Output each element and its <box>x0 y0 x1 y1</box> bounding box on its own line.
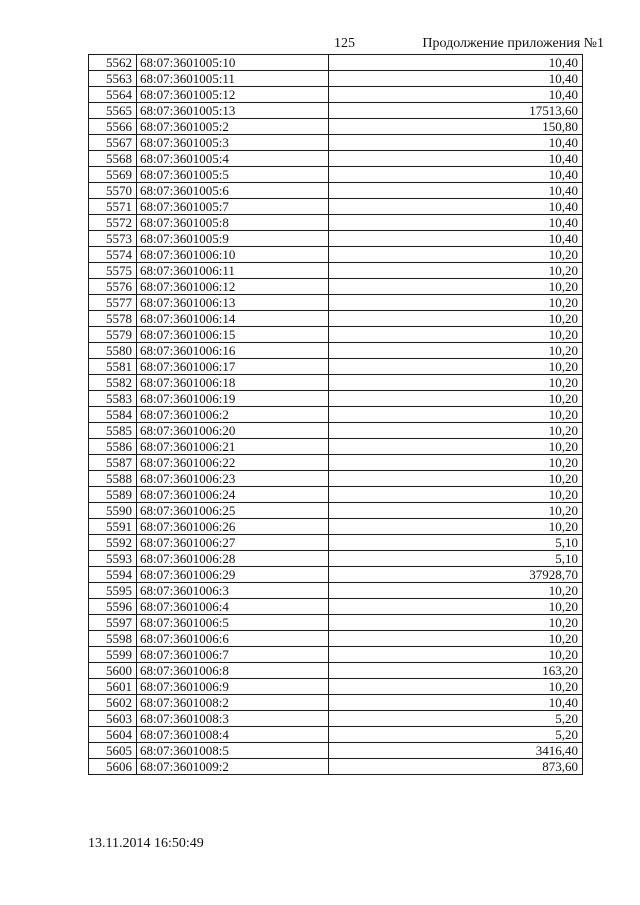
table-row <box>89 311 583 327</box>
table-row <box>89 743 583 759</box>
table-row <box>89 647 583 663</box>
row-number-cell: 5588 <box>89 471 137 487</box>
table-row <box>89 423 583 439</box>
row-number-cell: 5601 <box>89 679 137 695</box>
table-row <box>89 247 583 263</box>
table-row <box>89 439 583 455</box>
row-number-cell: 5564 <box>89 87 137 103</box>
value-cell: 10,20 <box>329 423 583 439</box>
value-cell: 10,20 <box>329 455 583 471</box>
cadastral-number-cell: 68:07:3601005:8 <box>137 215 329 231</box>
table-row <box>89 503 583 519</box>
value-cell: 10,20 <box>329 391 583 407</box>
value-cell: 17513,60 <box>329 103 583 119</box>
registry-table-body <box>89 55 583 775</box>
cadastral-number-cell: 68:07:3601006:5 <box>137 615 329 631</box>
value-cell: 10,20 <box>329 359 583 375</box>
value-cell: 10,40 <box>329 55 583 71</box>
row-number-cell: 5593 <box>89 551 137 567</box>
cadastral-number-cell: 68:07:3601006:21 <box>137 439 329 455</box>
value-cell: 5,20 <box>329 711 583 727</box>
table-row <box>89 231 583 247</box>
row-number-cell: 5584 <box>89 407 137 423</box>
table-row <box>89 359 583 375</box>
table-row <box>89 119 583 135</box>
print-timestamp: 13.11.2014 16:50:49 <box>88 836 204 851</box>
row-number-cell: 5599 <box>89 647 137 663</box>
row-number-cell: 5574 <box>89 247 137 263</box>
row-number-cell: 5598 <box>89 631 137 647</box>
value-cell: 5,10 <box>329 535 583 551</box>
row-number-cell: 5575 <box>89 263 137 279</box>
cadastral-number-cell: 68:07:3601005:12 <box>137 87 329 103</box>
row-number-cell: 5592 <box>89 535 137 551</box>
row-number-cell: 5563 <box>89 71 137 87</box>
value-cell: 873,60 <box>329 759 583 775</box>
cadastral-number-cell: 68:07:3601005:4 <box>137 151 329 167</box>
row-number-cell: 5582 <box>89 375 137 391</box>
table-row <box>89 535 583 551</box>
table-row <box>89 279 583 295</box>
value-cell: 10,40 <box>329 215 583 231</box>
cadastral-number-cell: 68:07:3601006:19 <box>137 391 329 407</box>
cadastral-number-cell: 68:07:3601005:13 <box>137 103 329 119</box>
value-cell: 10,20 <box>329 263 583 279</box>
value-cell: 10,20 <box>329 375 583 391</box>
value-cell: 5,20 <box>329 727 583 743</box>
value-cell: 10,20 <box>329 327 583 343</box>
cadastral-number-cell: 68:07:3601008:5 <box>137 743 329 759</box>
cadastral-number-cell: 68:07:3601006:10 <box>137 247 329 263</box>
table-row <box>89 183 583 199</box>
cadastral-number-cell: 68:07:3601006:27 <box>137 535 329 551</box>
value-cell: 10,40 <box>329 151 583 167</box>
table-row <box>89 87 583 103</box>
value-cell: 10,40 <box>329 183 583 199</box>
value-cell: 10,20 <box>329 615 583 631</box>
cadastral-number-cell: 68:07:3601006:7 <box>137 647 329 663</box>
table-row <box>89 391 583 407</box>
value-cell: 10,20 <box>329 311 583 327</box>
table-row <box>89 583 583 599</box>
row-number-cell: 5605 <box>89 743 137 759</box>
cadastral-number-cell: 68:07:3601005:11 <box>137 71 329 87</box>
value-cell: 163,20 <box>329 663 583 679</box>
table-row <box>89 263 583 279</box>
row-number-cell: 5567 <box>89 135 137 151</box>
cadastral-number-cell: 68:07:3601006:3 <box>137 583 329 599</box>
row-number-cell: 5579 <box>89 327 137 343</box>
cadastral-number-cell: 68:07:3601005:7 <box>137 199 329 215</box>
value-cell: 10,20 <box>329 503 583 519</box>
cadastral-number-cell: 68:07:3601006:17 <box>137 359 329 375</box>
row-number-cell: 5583 <box>89 391 137 407</box>
row-number-cell: 5603 <box>89 711 137 727</box>
row-number-cell: 5594 <box>89 567 137 583</box>
cadastral-number-cell: 68:07:3601006:9 <box>137 679 329 695</box>
row-number-cell: 5585 <box>89 423 137 439</box>
table-row <box>89 519 583 535</box>
table-row <box>89 295 583 311</box>
cadastral-number-cell: 68:07:3601005:3 <box>137 135 329 151</box>
row-number-cell: 5565 <box>89 103 137 119</box>
row-number-cell: 5602 <box>89 695 137 711</box>
cadastral-number-cell: 68:07:3601006:4 <box>137 599 329 615</box>
cadastral-number-cell: 68:07:3601005:2 <box>137 119 329 135</box>
table-row <box>89 375 583 391</box>
cadastral-number-cell: 68:07:3601006:24 <box>137 487 329 503</box>
value-cell: 10,40 <box>329 135 583 151</box>
cadastral-number-cell: 68:07:3601006:15 <box>137 327 329 343</box>
value-cell: 10,40 <box>329 71 583 87</box>
value-cell: 10,20 <box>329 679 583 695</box>
value-cell: 10,40 <box>329 199 583 215</box>
value-cell: 10,20 <box>329 407 583 423</box>
row-number-cell: 5589 <box>89 487 137 503</box>
registry-table <box>88 54 583 775</box>
row-number-cell: 5573 <box>89 231 137 247</box>
row-number-cell: 5569 <box>89 167 137 183</box>
table-row <box>89 567 583 583</box>
table-row <box>89 327 583 343</box>
row-number-cell: 5578 <box>89 311 137 327</box>
table-row <box>89 407 583 423</box>
row-number-cell: 5566 <box>89 119 137 135</box>
table-row <box>89 727 583 743</box>
value-cell: 10,40 <box>329 231 583 247</box>
cadastral-number-cell: 68:07:3601009:2 <box>137 759 329 775</box>
table-row <box>89 711 583 727</box>
row-number-cell: 5595 <box>89 583 137 599</box>
cadastral-number-cell: 68:07:3601006:25 <box>137 503 329 519</box>
value-cell: 5,10 <box>329 551 583 567</box>
cadastral-number-cell: 68:07:3601008:3 <box>137 711 329 727</box>
cadastral-number-cell: 68:07:3601006:12 <box>137 279 329 295</box>
table-row <box>89 455 583 471</box>
row-number-cell: 5600 <box>89 663 137 679</box>
value-cell: 37928,70 <box>329 567 583 583</box>
row-number-cell: 5580 <box>89 343 137 359</box>
cadastral-number-cell: 68:07:3601006:23 <box>137 471 329 487</box>
row-number-cell: 5587 <box>89 455 137 471</box>
value-cell: 10,20 <box>329 487 583 503</box>
table-row <box>89 631 583 647</box>
cadastral-number-cell: 68:07:3601006:26 <box>137 519 329 535</box>
cadastral-number-cell: 68:07:3601005:9 <box>137 231 329 247</box>
table-row <box>89 103 583 119</box>
row-number-cell: 5577 <box>89 295 137 311</box>
cadastral-number-cell: 68:07:3601006:2 <box>137 407 329 423</box>
value-cell: 10,20 <box>329 279 583 295</box>
table-row <box>89 615 583 631</box>
row-number-cell: 5606 <box>89 759 137 775</box>
table-row <box>89 167 583 183</box>
cadastral-number-cell: 68:07:3601006:11 <box>137 263 329 279</box>
table-row <box>89 599 583 615</box>
value-cell: 10,20 <box>329 439 583 455</box>
cadastral-number-cell: 68:07:3601006:22 <box>137 455 329 471</box>
cadastral-number-cell: 68:07:3601006:6 <box>137 631 329 647</box>
cadastral-number-cell: 68:07:3601006:16 <box>137 343 329 359</box>
table-row <box>89 55 583 71</box>
table-row <box>89 343 583 359</box>
table-row <box>89 759 583 775</box>
cadastral-number-cell: 68:07:3601006:8 <box>137 663 329 679</box>
cadastral-number-cell: 68:07:3601006:13 <box>137 295 329 311</box>
page-number: 125 <box>334 36 355 51</box>
cadastral-number-cell: 68:07:3601008:2 <box>137 695 329 711</box>
value-cell: 10,20 <box>329 647 583 663</box>
row-number-cell: 5562 <box>89 55 137 71</box>
cadastral-number-cell: 68:07:3601005:6 <box>137 183 329 199</box>
row-number-cell: 5576 <box>89 279 137 295</box>
row-number-cell: 5581 <box>89 359 137 375</box>
value-cell: 10,20 <box>329 631 583 647</box>
value-cell: 150,80 <box>329 119 583 135</box>
value-cell: 10,40 <box>329 87 583 103</box>
value-cell: 10,20 <box>329 295 583 311</box>
value-cell: 10,20 <box>329 519 583 535</box>
value-cell: 10,20 <box>329 599 583 615</box>
row-number-cell: 5597 <box>89 615 137 631</box>
row-number-cell: 5572 <box>89 215 137 231</box>
table-row <box>89 135 583 151</box>
cadastral-number-cell: 68:07:3601006:28 <box>137 551 329 567</box>
value-cell: 10,40 <box>329 167 583 183</box>
row-number-cell: 5570 <box>89 183 137 199</box>
value-cell: 10,20 <box>329 343 583 359</box>
cadastral-number-cell: 68:07:3601005:5 <box>137 167 329 183</box>
row-number-cell: 5604 <box>89 727 137 743</box>
row-number-cell: 5586 <box>89 439 137 455</box>
cadastral-number-cell: 68:07:3601006:20 <box>137 423 329 439</box>
table-row <box>89 679 583 695</box>
row-number-cell: 5590 <box>89 503 137 519</box>
cadastral-number-cell: 68:07:3601006:18 <box>137 375 329 391</box>
page-caption: Продолжение приложения №1 <box>422 36 604 51</box>
value-cell: 3416,40 <box>329 743 583 759</box>
value-cell: 10,40 <box>329 695 583 711</box>
row-number-cell: 5568 <box>89 151 137 167</box>
cadastral-number-cell: 68:07:3601006:29 <box>137 567 329 583</box>
table-row <box>89 199 583 215</box>
row-number-cell: 5571 <box>89 199 137 215</box>
table-row <box>89 487 583 503</box>
table-row <box>89 151 583 167</box>
cadastral-number-cell: 68:07:3601005:10 <box>137 55 329 71</box>
value-cell: 10,20 <box>329 583 583 599</box>
cadastral-number-cell: 68:07:3601006:14 <box>137 311 329 327</box>
table-row <box>89 695 583 711</box>
table-row <box>89 471 583 487</box>
table-row <box>89 71 583 87</box>
value-cell: 10,20 <box>329 247 583 263</box>
table-row <box>89 215 583 231</box>
row-number-cell: 5591 <box>89 519 137 535</box>
table-row <box>89 551 583 567</box>
table-row <box>89 663 583 679</box>
cadastral-number-cell: 68:07:3601008:4 <box>137 727 329 743</box>
value-cell: 10,20 <box>329 471 583 487</box>
row-number-cell: 5596 <box>89 599 137 615</box>
